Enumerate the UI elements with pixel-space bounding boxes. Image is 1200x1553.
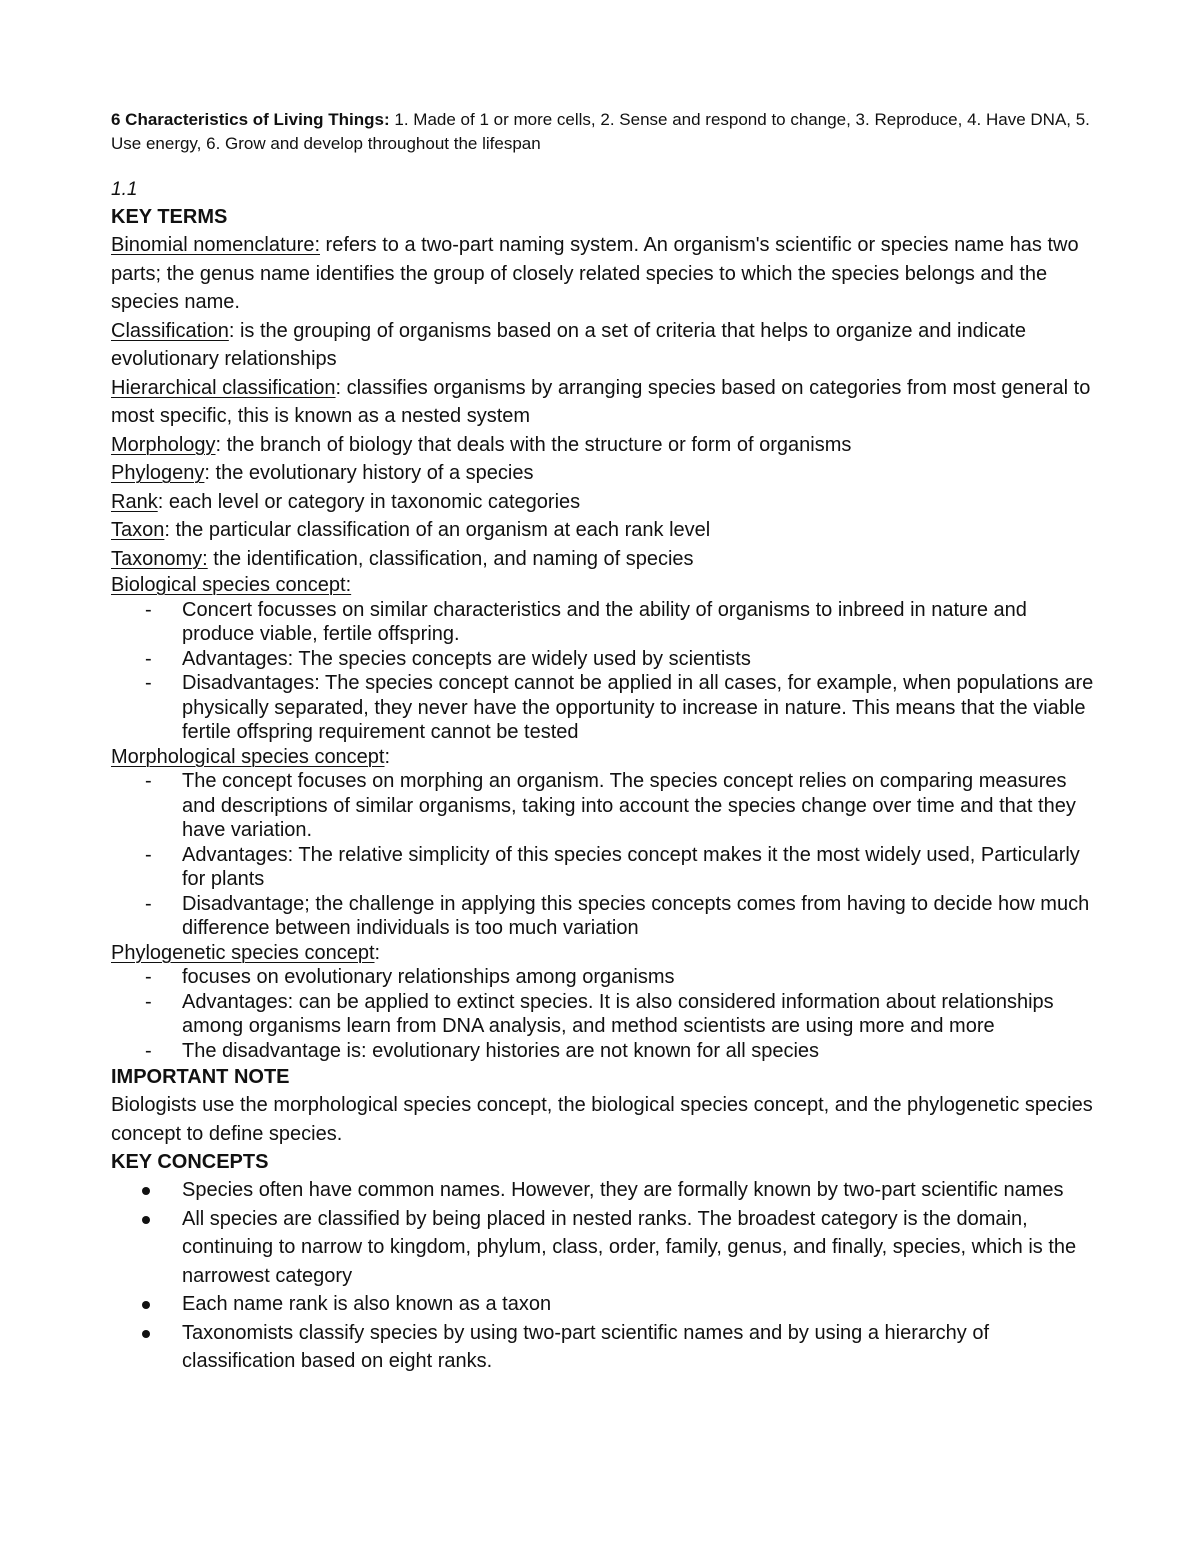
definition-text: : the branch of biology that deals with the structure or form of organisms — [215, 433, 852, 456]
biological-species-concept — [111, 573, 1096, 745]
list-item — [111, 769, 1096, 843]
key-concepts-list — [111, 1176, 1096, 1376]
list-item-text: The disadvantage is: evolutionary histories are not known for all species — [182, 1039, 820, 1062]
definition — [111, 317, 1096, 374]
definition-term: Hierarchical classification — [111, 376, 336, 399]
concept-list — [111, 965, 1096, 1063]
list-item — [111, 671, 1096, 745]
list-item-text: The concept focuses on morphing an organism. The species concept relies on comparing measures and descriptions of similar organisms, taking into account the species change over time and that they have variation. — [182, 770, 1076, 841]
definition — [111, 374, 1096, 431]
list-item-text: Concert focusses on similar characteristics and the ability of organisms to inbreed in nature and produce viable, fertile offspring. — [182, 598, 1027, 645]
key-terms-heading: KEY TERMS — [111, 206, 228, 228]
list-item — [111, 1290, 1096, 1319]
list-item-text: Disadvantages: The species concept cannot be applied in all cases, for example, when populations are physically separated, they never have the opportunity to increase in nature. This means that the viable fertile offspring requirement cannot be tested — [182, 672, 1094, 743]
definition-term: Binomial nomenclature: — [111, 234, 320, 256]
section-number: 1.1 — [111, 179, 138, 200]
dash-marker: - — [145, 843, 152, 866]
morphological-species-concept — [111, 745, 1096, 941]
dash-marker: - — [145, 892, 152, 915]
dash-marker: - — [145, 966, 152, 988]
concept-title — [111, 745, 1096, 770]
list-item-text: Advantages: The species concepts are widely used by scientists — [182, 647, 751, 670]
definitions-list — [111, 231, 1096, 573]
list-item-text: Each name rank is also known as a taxon — [182, 1293, 552, 1315]
list-item — [111, 843, 1096, 892]
definition-text: : classifies organisms by arranging species based on categories from most general to most specific, this is known as a nested system — [111, 376, 1091, 427]
list-item — [111, 598, 1096, 647]
dash-marker: - — [145, 647, 152, 670]
phylogenetic-species-concept — [111, 941, 1096, 1064]
list-item-text: Disadvantage; the challenge in applying this species concepts comes from having to decide how much difference between individuals is too much variation — [182, 892, 1090, 939]
bullet-icon — [142, 1187, 150, 1195]
document-page — [111, 108, 1096, 1376]
concept-title — [111, 573, 1096, 598]
bullet-icon — [142, 1301, 150, 1309]
concept-title — [111, 941, 1096, 966]
concept-suffix: : — [374, 941, 381, 964]
concept-term: Phylogenetic species concept — [111, 941, 375, 964]
bullet-icon — [142, 1330, 150, 1338]
list-item — [111, 1319, 1096, 1376]
list-item — [111, 647, 1096, 672]
characteristics-label: 6 Characteristics of Living Things: — [111, 110, 390, 129]
list-item — [111, 1039, 1096, 1064]
key-concepts-heading: KEY CONCEPTS — [111, 1151, 269, 1173]
concept-term: Biological species concept: — [111, 574, 352, 596]
definition — [111, 431, 1096, 460]
list-item-text: Advantages: The relative simplicity of this species concept makes it the most widely used, Particularly for plants — [182, 843, 1080, 890]
definition-term: Taxon — [111, 519, 165, 541]
important-note-text: Biologists use the morphological species concept, the biological species concept, and the phylogenetic species concept to define species. — [111, 1094, 1093, 1145]
definition-text: the identification, classification, and naming of species — [207, 547, 694, 570]
list-item — [111, 892, 1096, 941]
list-item-text: All species are classified by being placed in nested ranks. The broadest category is the domain, continuing to narrow to kingdom, phylum, class, order, family, genus, and finally, species, which is the narrowest category — [182, 1207, 1077, 1287]
list-item — [111, 1205, 1096, 1291]
concept-term: Morphological species concept — [111, 745, 385, 768]
definition — [111, 459, 1096, 488]
definition-text: : is the grouping of organisms based on a set of criteria that helps to organize and indicate evolutionary relationships — [111, 319, 1026, 370]
dash-marker: - — [145, 770, 152, 792]
definition-term: Classification — [111, 319, 229, 342]
definition-text: refers to a two-part naming system. An organism's scientific or species name has two parts; the genus name identifies the group of closely related species to which the species belongs and the species name. — [111, 234, 1079, 313]
concept-list — [111, 769, 1096, 941]
list-item-text: Taxonomists classify species by using two-part scientific names and by using a hierarchy of classification based on eight ranks. — [182, 1321, 990, 1372]
characteristics-paragraph — [111, 108, 1096, 156]
dash-marker: - — [145, 598, 152, 621]
definition-text: : the evolutionary history of a species — [204, 462, 534, 484]
definition — [111, 488, 1096, 517]
definition-term: Taxonomy: — [111, 547, 208, 570]
characteristics-text: 1. Made of 1 or more cells, 2. Sense and respond to change, 3. Reproduce, 4. Have DNA, 5. Use energy, 6. Grow and develop throughout the lifespan — [111, 110, 1090, 153]
definition-term: Rank — [111, 490, 158, 513]
concept-list — [111, 598, 1096, 745]
definition — [111, 516, 1096, 545]
definition-term: Phylogeny — [111, 462, 205, 484]
dash-marker: - — [145, 672, 152, 694]
list-item — [111, 1176, 1096, 1205]
definition-text: : each level or category in taxonomic categories — [157, 490, 581, 513]
definition-term: Morphology — [111, 433, 216, 456]
list-item-text: Advantages: can be applied to extinct species. It is also considered information about relationships among organisms learn from DNA analysis, and method scientists are using more and more — [182, 990, 1054, 1037]
list-item — [111, 965, 1096, 990]
bullet-icon — [142, 1216, 150, 1224]
important-note-heading: IMPORTANT NOTE — [111, 1066, 290, 1088]
list-item-text: focuses on evolutionary relationships among organisms — [182, 966, 675, 988]
definition — [111, 231, 1096, 317]
dash-marker: - — [145, 1039, 152, 1062]
definition-text: : the particular classification of an organism at each rank level — [164, 519, 711, 541]
list-item-text: Species often have common names. However, they are formally known by two-part scientific names — [182, 1179, 1064, 1201]
dash-marker: - — [145, 990, 152, 1013]
concept-suffix: : — [384, 745, 391, 768]
list-item — [111, 990, 1096, 1039]
definition — [111, 545, 1096, 574]
